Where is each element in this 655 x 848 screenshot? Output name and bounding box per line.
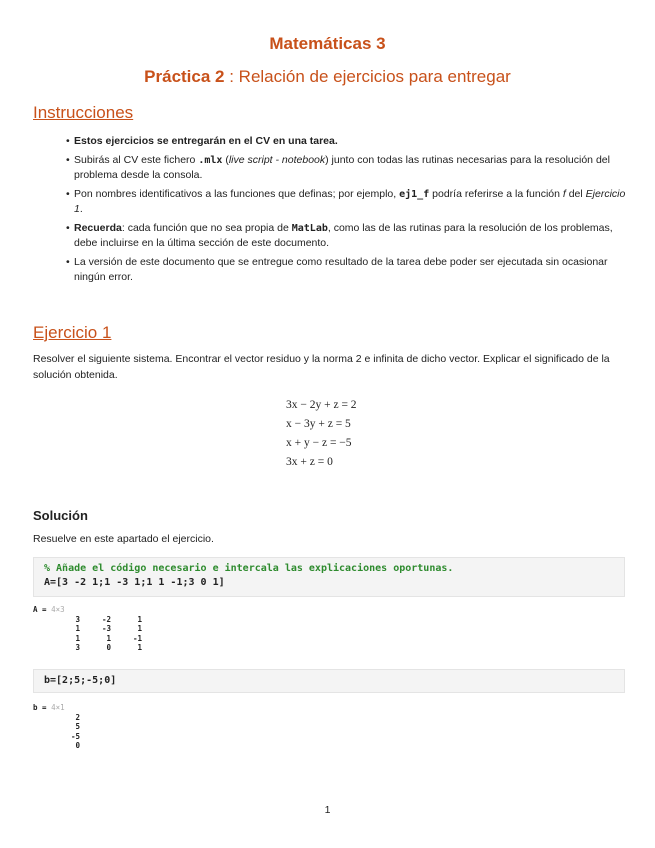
code-line: A=[3 -2 1;1 -3 1;1 1 -1;3 0 1] xyxy=(44,577,225,588)
code-line: b=[2;5;-5;0] xyxy=(44,675,117,686)
instructions-heading: Instrucciones xyxy=(33,103,134,122)
code-cell-2[interactable] xyxy=(33,669,625,693)
code-cell-1[interactable] xyxy=(33,557,625,597)
list-item: • Pon nombres identificativos a las funciones que definas; por ejemplo, ej1_f podría referirse a la función f del Ejercicio 1. xyxy=(66,187,626,218)
list-item: • La versión de este documento que se entregue como resultado de la tarea debe poder ser ejecutada sin ocasionar ningún error. xyxy=(66,255,626,286)
exercise1-statement: Resolver el siguiente sistema. Encontrar el vector residuo y la norma 2 e infinita de dicho vector. Explicar el significado de la solución obtenida. xyxy=(33,353,610,381)
equation-system xyxy=(286,396,357,472)
exercise1-heading: Ejercicio 1 xyxy=(33,323,112,342)
equation: x + y − z = −5 xyxy=(286,437,352,449)
equation: 3x − 2y + z = 2 xyxy=(286,399,357,411)
solution-heading: Solución xyxy=(33,508,88,523)
course-title: Matemáticas 3 xyxy=(269,34,386,53)
page-number: 1 xyxy=(324,804,331,816)
list-item: • Estos ejercicios se entregarán en el CV en una tarea. xyxy=(66,134,626,150)
equation: 3x + z = 0 xyxy=(286,456,333,468)
output-dims: 4×1 xyxy=(51,703,65,712)
instructions-list xyxy=(66,134,626,289)
practice-title xyxy=(0,67,655,87)
vector-b: 2 5 -5 0 xyxy=(70,712,80,750)
output-A xyxy=(33,605,142,653)
equation: x − 3y + z = 5 xyxy=(286,418,351,430)
solution-text: Resuelve en este apartado el ejercicio. xyxy=(33,533,214,545)
list-item: • Subirás al CV este fichero .mlx (live script - notebook) junto con todas las rutinas necesarias para la resolución del problema desde la consola. xyxy=(66,153,626,184)
practice-subtitle: : Relación de ejercicios para entregar xyxy=(224,67,511,86)
output-label: b = xyxy=(33,703,52,712)
output-b xyxy=(33,703,80,751)
output-label: A = xyxy=(33,605,52,614)
output-dims: 4×3 xyxy=(51,605,65,614)
practice-label: Práctica 2 xyxy=(144,67,225,86)
list-item: • Recuerda: cada función que no sea propia de MatLab, como las de las rutinas para la resolución de los problemas, debe incluirse en la última sección de este documento. xyxy=(66,221,626,252)
code-comment: % Añade el código necesario e intercala las explicaciones oportunas. xyxy=(44,563,454,574)
matrix-A: 3 -2 1 1 -3 1 1 1 -1 3 0 1 xyxy=(75,614,142,652)
